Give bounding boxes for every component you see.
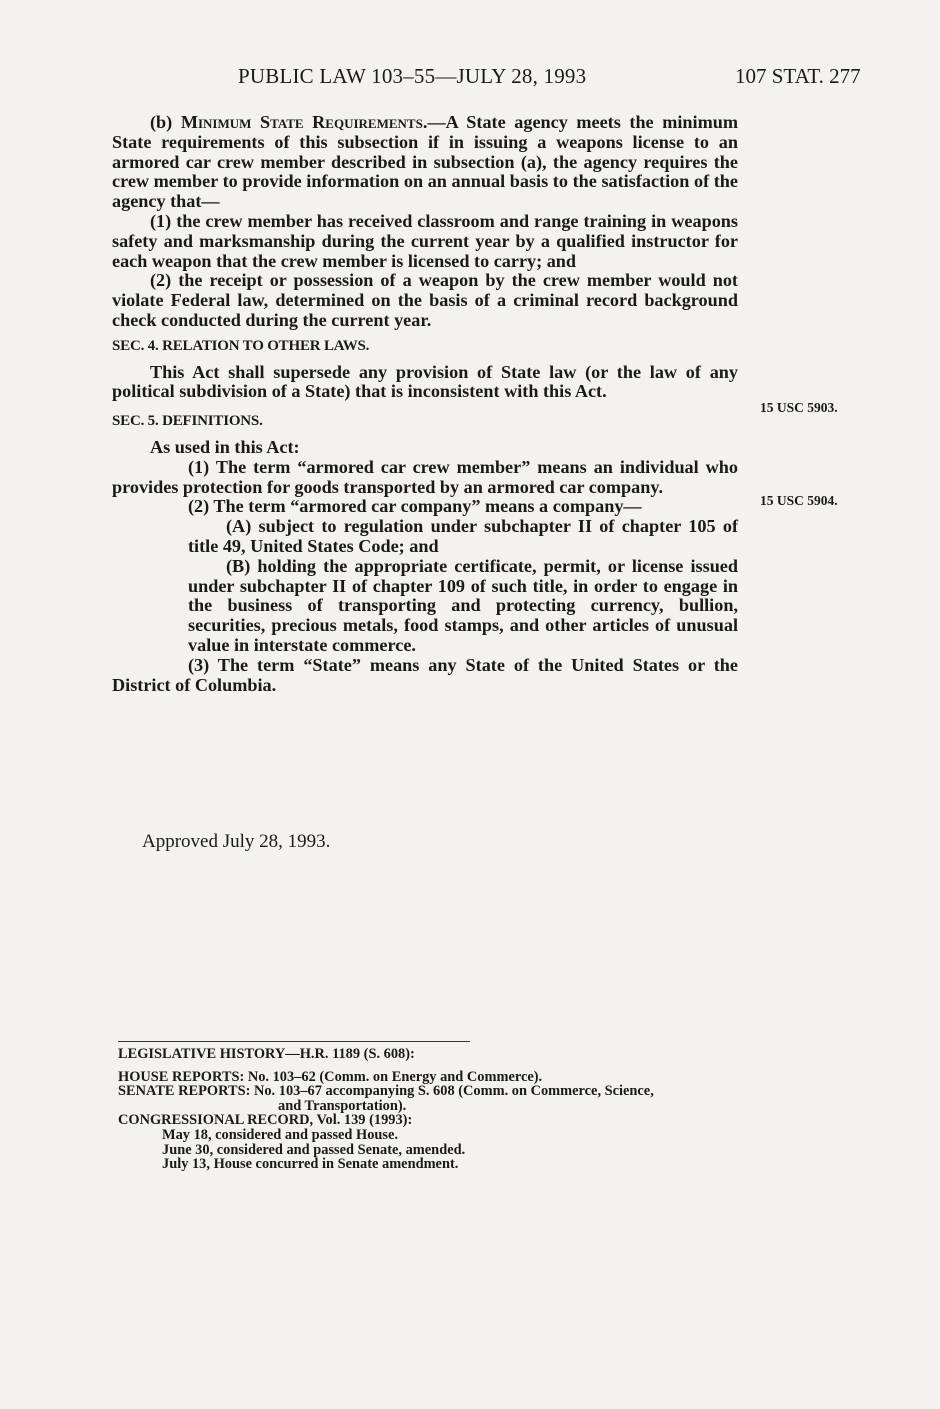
record-event: May 18, considered and passed House. [162,1126,399,1143]
definitions-intro: As used in this Act: [150,436,300,457]
paragraph-1: (1) the crew member has received classroom and range training in weapons safety and marksmanship during the current year by a qualified instructor for each weapon that the crew member is licensed to carry; and [112,210,738,271]
definition-2: (2) The term “armored car company” means a company— [188,496,642,517]
record-event: June 30, considered and passed Senate, amended. [162,1141,466,1158]
house-reports: HOUSE REPORTS: No. 103–62 (Comm. on Energy and Commerce). [118,1068,543,1085]
subsection-b: (b) Minimum State Requirements.—A State agency meets the minimum State requirements of this subsection if in issuing a weapons license to an armored car crew member described in subsection (a), the agency requires the crew member to provide information on an annual basis to the satisfaction of the agency that— [112,112,738,212]
senate-reports: SENATE REPORTS: No. 103–67 accompanying S. 608 (Comm. on Commerce, Science, [118,1083,654,1100]
margin-note-sec5: 15 USC 5904. [760,493,838,508]
legislative-history-title: LEGISLATIVE HISTORY—H.R. 1189 (S. 608): [118,1046,415,1062]
definition-2a: (A) subject to regulation under subchapter II of chapter 105 of title 49, United States Code; and [188,516,738,556]
approval-date: Approved July 28, 1993. [142,831,331,852]
section-4-text: This Act shall supersede any provision of State law (or the law of any political subdivision of a State) that is inconsistent with this Act. [112,361,738,402]
running-header-title: PUBLIC LAW 103–55—JULY 28, 1993 [238,64,587,88]
subsection-heading: Minimum State Requirements [180,112,423,132]
margin-note-sec4: 15 USC 5903. [760,400,838,415]
record-event: July 13, House concurred in Senate amendment. [162,1156,459,1173]
law-body [112,113,738,695]
statute-page-number: 107 STAT. 277 [735,64,861,88]
definition-3: (3) The term “State” means any State of the United States or the District of Columbia. [112,654,738,695]
footnote-divider [118,1041,470,1042]
senate-reports-cont: and Transportation). [278,1097,407,1114]
congressional-record: CONGRESSIONAL RECORD, Vol. 139 (1993): [118,1112,413,1129]
definition-2b: (B) holding the appropriate certificate, permit, or license issued under subchapter II of chapter 109 of such title, in order to engage in the business of transporting and protecting currency, bullion, securities, precious metals, food stamps, and other articles of unusual value in interstate commerce. [188,555,738,655]
section-5-heading: SEC. 5. DEFINITIONS. [112,413,263,430]
section-4-heading: SEC. 4. RELATION TO OTHER LAWS. [112,337,370,354]
legislative-history [118,1047,748,1172]
paragraph-2: (2) the receipt or possession of a weapon by the crew member would not violate Federal law, determined on the basis of a criminal record background check conducted during the current year. [112,270,738,330]
definition-1: (1) The term “armored car crew member” means an individual who provides protection for goods transported by an armored car company. [112,456,738,497]
